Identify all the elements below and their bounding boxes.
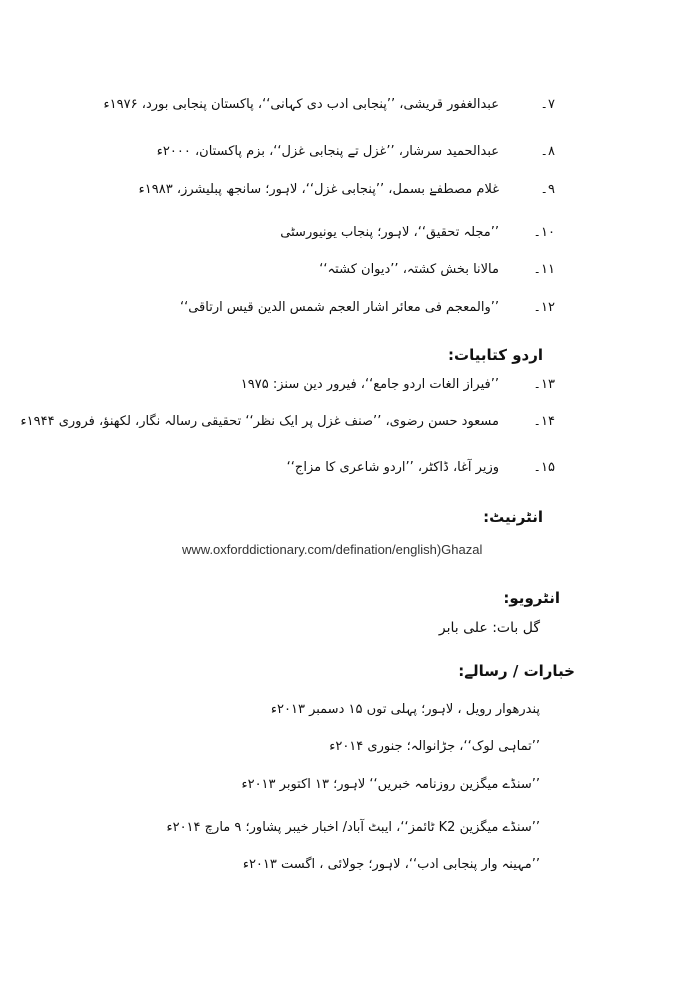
bib-entry-12 <box>180 298 555 318</box>
entry-number: ۷۔ <box>540 97 555 112</box>
entry-text: غلام مصطفےٰ بسمل، ’’پنجابی غزل‘‘، لاہور؛ سانجھ پبلیشرز، ۱۹۸۳ء <box>138 182 499 197</box>
bib-entry-11 <box>319 260 555 280</box>
newspaper-item-2: ’’تماہی لوک‘‘، جڑانوالہ؛ جنوری ۲۰۱۴ء <box>329 739 540 754</box>
newspaper-item-5: ’’مہینہ وار پنجابی ادب‘‘، لاہور؛ جولائی ، اگست ۲۰۱۳ء <box>242 857 540 872</box>
bib-entry-9 <box>139 180 555 200</box>
entry-number: ۸۔ <box>540 144 555 159</box>
entry-text: مالانا بخش کشتہ، ’’دیوان کشتہ‘‘ <box>319 262 499 277</box>
section-heading-newspapers: خبارات / رسالے: <box>458 662 575 680</box>
bib-entry-7 <box>104 95 555 115</box>
bib-entry-14 <box>21 412 555 432</box>
newspaper-item-4: ’’سنڈے میگزین K2 ٹائمز‘‘، ایبٹ آباد/ اخبار خیبر پشاور؛ ۹ مارچ ۲۰۱۴ء <box>166 820 540 835</box>
bib-entry-8 <box>157 142 555 162</box>
section-heading-interview: انٹرویو: <box>503 589 560 607</box>
newspaper-item-1: پندرھوار رویل ، لاہور؛ پہلی توں ۱۵ دسمبر ۲۰۱۳ء <box>270 702 540 717</box>
interview-text: گل بات: علی بابر <box>438 620 540 636</box>
entry-number: ۱۳۔ <box>533 377 555 392</box>
entry-text: ’’مجلہ تحقیق‘‘، لاہور؛ پنجاب یونیورسٹی <box>280 225 499 240</box>
entry-text: عبدالغفور قریشی، ’’پنجابی ادب دی کہانی‘‘، پاکستان پنجابی بورد، ۱۹۷۶ء <box>103 97 499 112</box>
entry-text: ’’فیراز الغات اردو جامع‘‘، فیرور دین سنز: ۱۹۷۵ <box>240 377 499 392</box>
entry-text: عبدالحمید سرشار، ’’غزل تے پنجابی غزل‘‘، بزم پاکستان، ۲۰۰۰ء <box>156 144 499 159</box>
entry-number: ۱۵۔ <box>533 460 555 475</box>
newspaper-item-3: ’’سنڈے میگزین روزنامہ خبریں‘‘ لاہور؛ ۱۳ اکتوبر ۲۰۱۳ء <box>241 777 540 792</box>
section-heading-urdu-books: اردو کتابیات: <box>448 346 543 364</box>
bib-entry-13 <box>241 375 555 395</box>
entry-number: ۱۴۔ <box>533 414 555 429</box>
bib-entry-15 <box>287 458 555 478</box>
entry-text: ’’والمعجم فی معائر اشار العجم شمس الدین قیس ارتاقی‘‘ <box>179 300 499 315</box>
section-heading-internet: انٹرنیٹ: <box>483 508 543 526</box>
entry-text: مسعود حسن رضوی، ’’صنف غزل پر ایک نظر‘‘ تحقیقی رسالہ نگار، لکھنؤ، فروری ۱۹۴۴ء <box>20 414 499 429</box>
entry-number: ۹۔ <box>540 182 555 197</box>
entry-text: وزیر آغا، ڈاکٹر، ’’اردو شاعری کا مزاج‘‘ <box>286 460 499 475</box>
entry-number: ۱۲۔ <box>533 300 555 315</box>
reference-url: www.oxforddictionary.com/defination/english)Ghazal <box>182 542 483 557</box>
entry-number: ۱۰۔ <box>533 225 555 240</box>
bib-entry-10 <box>280 223 555 243</box>
entry-number: ۱۱۔ <box>533 262 555 277</box>
